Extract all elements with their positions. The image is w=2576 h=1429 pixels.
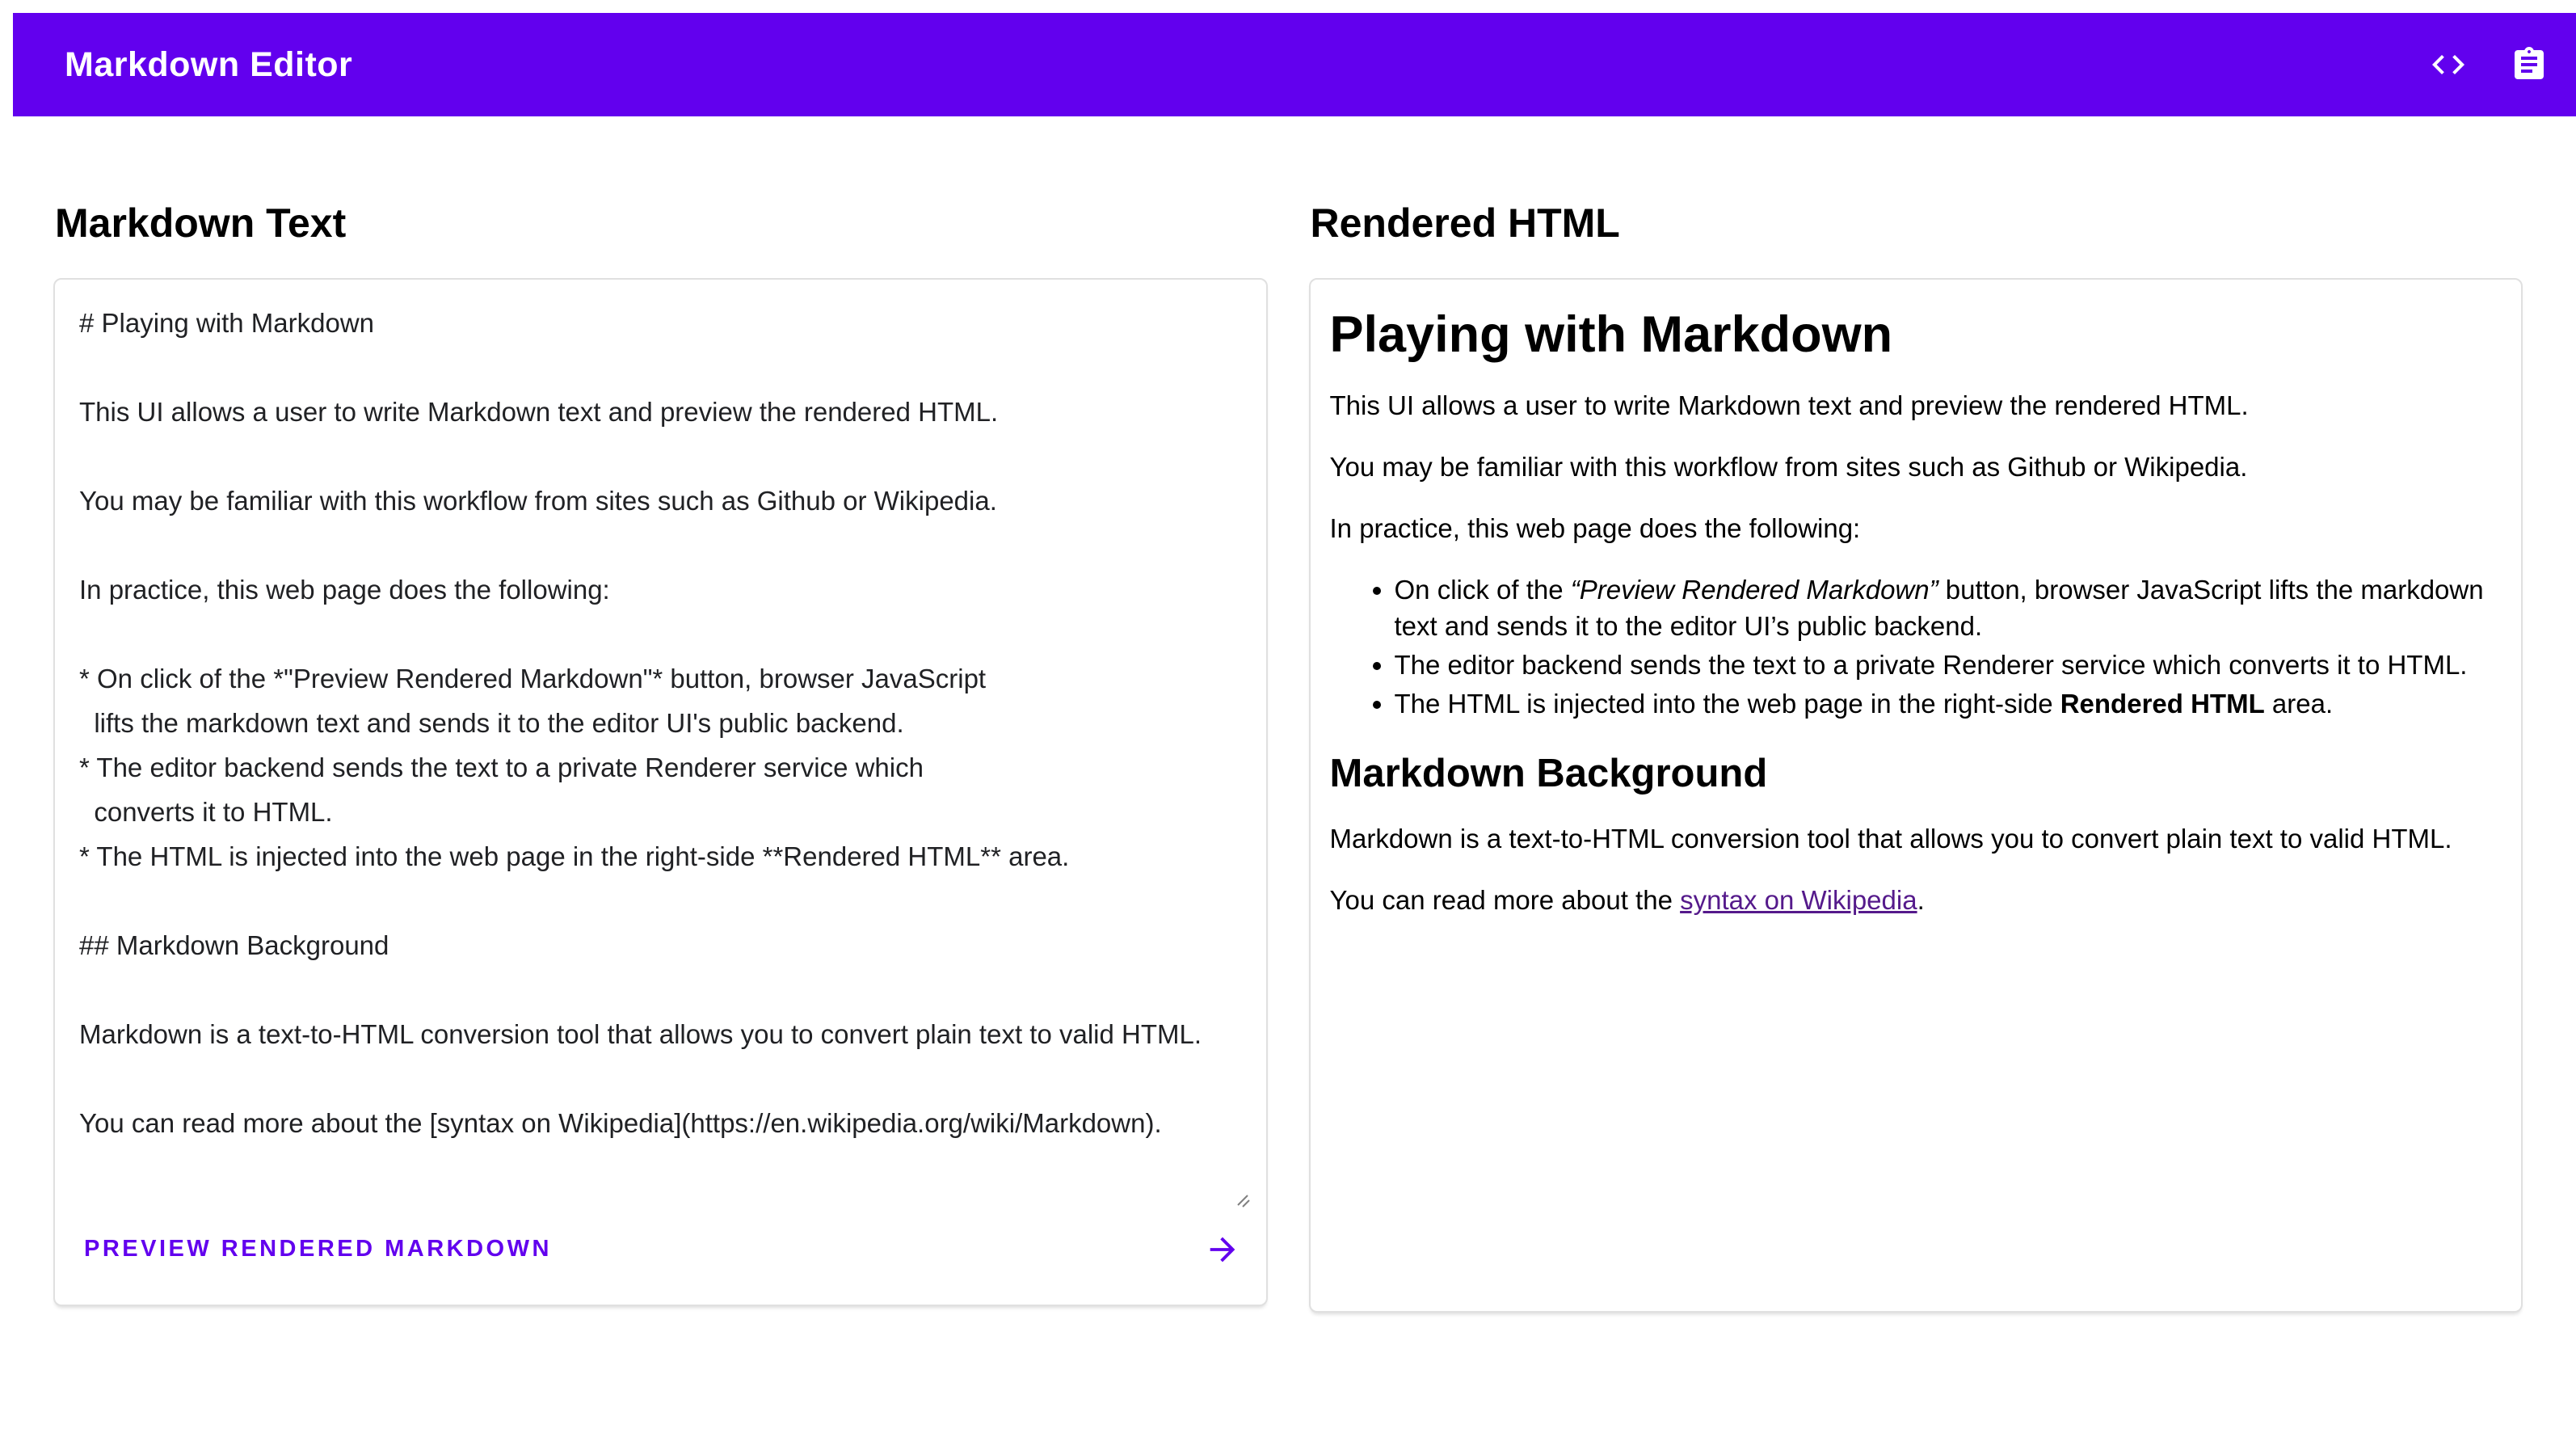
preview-text: area. [2264,688,2334,719]
preview-text: The HTML is injected into the web page in the right-side [1394,688,2060,719]
resize-handle-icon[interactable] [1234,1191,1253,1211]
preview-p [1330,820,2502,858]
app-title: Markdown Editor [65,44,353,84]
preview-text: Markdown Background [1329,751,1768,795]
preview-rendered-markdown-button[interactable]: PREVIEW RENDERED MARKDOWN [79,1236,557,1262]
preview-text: In practice, this web page does the following: [1329,512,1861,543]
preview-h1 [1330,307,2502,363]
clipboard-paste-icon[interactable] [2510,45,2549,84]
preview-text: On click of the [1394,574,1571,605]
rendered-html-panel [1309,116,2523,1313]
preview-p [1330,449,2502,486]
preview-list [1330,571,2502,722]
markdown-text-panel [53,116,1268,1313]
preview-list-item [1395,685,2502,722]
markdown-text-heading: Markdown Text [55,200,347,246]
preview-text: Markdown is a text-to-HTML conversion tool that allows you to convert plain text to valid HTML. [1329,824,2452,854]
preview-text: This UI allows a user to write Markdown text and preview the rendered HTML. [1329,390,2249,420]
wikipedia-link[interactable]: syntax on Wikipedia [1680,885,1917,916]
preview-italic-text: “Preview Rendered Markdown” [1570,574,1938,605]
preview-list-item [1395,647,2502,683]
rendered-html-heading: Rendered HTML [1310,200,1620,246]
preview-text: Playing with Markdown [1329,306,1893,363]
preview-p [1330,882,2502,919]
preview-text: You can read more about the [1329,885,1681,916]
preview-h2 [1330,751,2502,796]
editor-card-actions [79,1212,1242,1287]
preview-list-item [1395,571,2502,644]
markdown-input[interactable] [79,301,1242,1212]
app-bar [13,13,2576,116]
arrow-forward-icon[interactable] [1203,1230,1242,1269]
preview-bold-text: Rendered HTML [2060,688,2265,719]
markdown-input-wrap [79,301,1242,1212]
preview-p [1330,387,2502,424]
preview-text: . [1917,885,1925,916]
appbar-icons [2429,45,2549,84]
main-content [53,116,2523,1313]
preview-text: You may be familiar with this workflow from sites such as Github or Wikipedia. [1329,451,2248,482]
preview-p [1330,510,2502,547]
preview-text: The editor backend sends the text to a private Renderer service which converts it to HTML. [1394,649,2468,680]
rendered-html-card [1309,278,2523,1313]
preview-text: button, browser JavaScript lifts the markdown text and sends it to the editor UI’s public backend. [1394,574,2484,641]
markdown-editor-card [53,278,1268,1306]
code-icon[interactable] [2429,45,2468,84]
